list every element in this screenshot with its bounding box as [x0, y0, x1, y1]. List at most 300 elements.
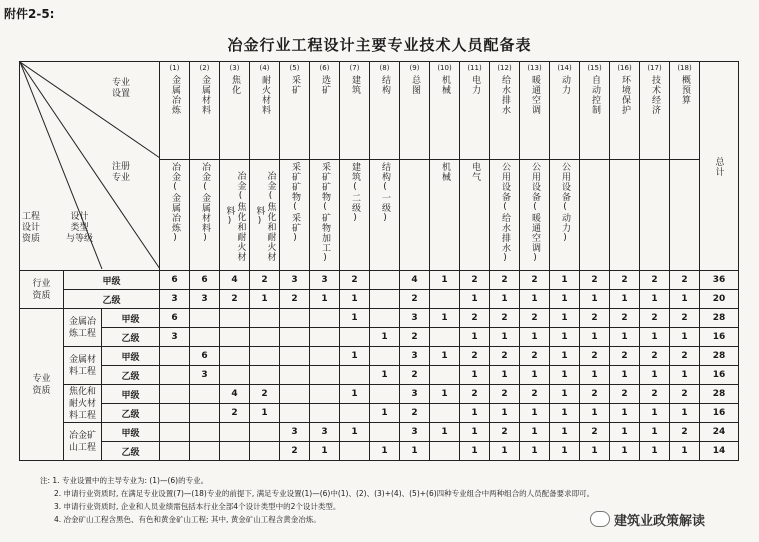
- speciality-header: [490, 62, 520, 160]
- corner-qualification-label: 工程 设计 资质: [22, 212, 41, 244]
- value-cell: [310, 366, 340, 385]
- value-cell: 2: [460, 347, 490, 366]
- value-cell: [340, 404, 370, 423]
- value-cell: 2: [400, 328, 430, 347]
- value-cell: [160, 404, 190, 423]
- note-line: 注: 1. 专业设置中的主导专业为: (1)—(6)的专业。: [40, 476, 209, 485]
- corner-design-type-label: 设计 类型 与等级: [66, 212, 94, 244]
- value-cell: 1: [640, 423, 670, 442]
- value-cell: 3: [280, 423, 310, 442]
- value-cell: 3: [280, 271, 310, 290]
- value-cell: 1: [490, 328, 520, 347]
- value-cell: [220, 309, 250, 328]
- value-cell: 1: [460, 442, 490, 461]
- watermark: [590, 510, 705, 529]
- value-cell: 2: [670, 423, 700, 442]
- value-cell: [280, 328, 310, 347]
- value-cell: [250, 347, 280, 366]
- value-cell: [280, 309, 310, 328]
- value-cell: 1: [310, 290, 340, 309]
- registered-name: 结构(一级): [380, 162, 391, 224]
- value-cell: [190, 309, 220, 328]
- total-cell: 28: [700, 309, 739, 328]
- speciality-number: (18): [677, 64, 692, 72]
- value-cell: [430, 328, 460, 347]
- speciality-header: [520, 62, 550, 160]
- value-cell: 1: [670, 328, 700, 347]
- speciality-number: (9): [409, 64, 420, 72]
- value-cell: 1: [640, 366, 670, 385]
- value-cell: 2: [520, 309, 550, 328]
- value-cell: [280, 404, 310, 423]
- value-cell: 1: [520, 366, 550, 385]
- data-row: [20, 385, 739, 404]
- grade-label: 乙级: [102, 328, 160, 347]
- value-cell: 3: [310, 423, 340, 442]
- value-cell: 3: [400, 309, 430, 328]
- value-cell: 3: [400, 385, 430, 404]
- data-row: [20, 423, 739, 442]
- value-cell: 1: [490, 290, 520, 309]
- speciality-name: 选矿: [320, 75, 331, 95]
- grade-label: 乙级: [102, 366, 160, 385]
- value-cell: 1: [310, 442, 340, 461]
- value-cell: 6: [160, 309, 190, 328]
- speciality-name: 耐火材料: [260, 75, 271, 115]
- value-cell: 1: [370, 366, 400, 385]
- note-line: 4. 冶金矿山工程含黑色、有色和黄金矿山工程; 其中, 黄金矿山工程含黄金冶炼。: [54, 515, 321, 524]
- registered-header: [400, 160, 430, 271]
- registered-header: [340, 160, 370, 271]
- value-cell: [370, 423, 400, 442]
- value-cell: 1: [640, 328, 670, 347]
- speciality-number: (1): [169, 64, 180, 72]
- value-cell: [370, 271, 400, 290]
- value-cell: 1: [430, 347, 460, 366]
- total-cell: 28: [700, 385, 739, 404]
- total-cell: 16: [700, 404, 739, 423]
- value-cell: 1: [640, 404, 670, 423]
- value-cell: [310, 328, 340, 347]
- value-cell: 1: [640, 290, 670, 309]
- speciality-header: [400, 62, 430, 160]
- value-cell: 2: [640, 347, 670, 366]
- note-line: 2. 申请行业资质时, 在满足专业设置(7)—(18)专业的前提下, 满足专业设置(1)—(6)中(1)、(2)、(3)+(4)、(5)+(6)四种专业组合中两种组合的人员配备要求即可。: [54, 489, 595, 498]
- value-cell: 2: [580, 423, 610, 442]
- value-cell: [430, 366, 460, 385]
- speciality-number: (7): [349, 64, 360, 72]
- value-cell: [370, 347, 400, 366]
- speciality-number: (13): [527, 64, 542, 72]
- value-cell: 1: [340, 309, 370, 328]
- speciality-header: [310, 62, 340, 160]
- registered-header: [550, 160, 580, 271]
- value-cell: 1: [670, 442, 700, 461]
- speciality-name: 技术经济: [650, 75, 661, 115]
- speciality-name: 机械: [440, 75, 451, 95]
- total-cell: 24: [700, 423, 739, 442]
- value-cell: [250, 309, 280, 328]
- corner-speciality-label: 专业 设置: [112, 78, 131, 99]
- note-line: 3. 申请行业资质时, 企业和人员业绩需包括本行业全部4个设计类型中的2个设计类型。: [54, 502, 341, 511]
- value-cell: 2: [610, 385, 640, 404]
- value-cell: 2: [640, 271, 670, 290]
- value-cell: 3: [190, 366, 220, 385]
- speciality-header: [280, 62, 310, 160]
- registered-name: 冶金(焦化和耐火材料): [254, 170, 276, 262]
- value-cell: 1: [550, 347, 580, 366]
- speciality-name: 结构: [380, 75, 391, 95]
- value-cell: [250, 328, 280, 347]
- value-cell: [220, 347, 250, 366]
- value-cell: 1: [670, 290, 700, 309]
- grade-label: 甲级: [102, 385, 160, 404]
- value-cell: 2: [400, 404, 430, 423]
- value-cell: [160, 423, 190, 442]
- data-row: [20, 404, 739, 423]
- value-cell: 2: [220, 290, 250, 309]
- value-cell: [280, 366, 310, 385]
- speciality-name: 总图: [410, 75, 421, 95]
- value-cell: 1: [610, 442, 640, 461]
- registered-name: 电气: [470, 162, 481, 182]
- speciality-name: 暖通空调: [530, 75, 541, 115]
- value-cell: 2: [670, 309, 700, 328]
- registered-name: 冶金(金属材料): [200, 162, 211, 244]
- value-cell: 1: [670, 366, 700, 385]
- value-cell: [340, 366, 370, 385]
- group-label: 焦化和 耐火材 料工程: [64, 385, 102, 423]
- registered-name: 冶金(焦化和耐火材料): [224, 170, 246, 262]
- value-cell: [160, 442, 190, 461]
- value-cell: 1: [550, 290, 580, 309]
- speciality-header: [220, 62, 250, 160]
- speciality-number: (6): [319, 64, 330, 72]
- data-row: [20, 271, 739, 290]
- data-row: [20, 442, 739, 461]
- value-cell: [370, 309, 400, 328]
- section-label: 行业 资质: [20, 271, 64, 309]
- registered-name: 采矿矿物(矿物加工): [320, 162, 331, 264]
- value-cell: 1: [250, 404, 280, 423]
- value-cell: [280, 347, 310, 366]
- value-cell: 3: [190, 290, 220, 309]
- value-cell: 2: [610, 309, 640, 328]
- value-cell: [250, 366, 280, 385]
- speciality-number: (12): [497, 64, 512, 72]
- grade-label: 甲级: [64, 271, 160, 290]
- registered-name: 冶金(金属冶炼): [170, 162, 181, 244]
- speciality-number: (5): [289, 64, 300, 72]
- speciality-number: (10): [437, 64, 452, 72]
- speciality-name: 动力: [560, 75, 571, 95]
- value-cell: 1: [340, 347, 370, 366]
- value-cell: 4: [220, 271, 250, 290]
- speciality-header: [340, 62, 370, 160]
- group-label: 金属材 料工程: [64, 347, 102, 385]
- value-cell: 3: [160, 290, 190, 309]
- value-cell: 2: [490, 309, 520, 328]
- grade-label: 甲级: [102, 423, 160, 442]
- registered-header: [670, 160, 700, 271]
- speciality-header: [460, 62, 490, 160]
- value-cell: 2: [400, 290, 430, 309]
- value-cell: 1: [610, 404, 640, 423]
- speciality-number: (4): [259, 64, 270, 72]
- value-cell: [310, 385, 340, 404]
- corner-registered-label: 注册 专业: [112, 162, 131, 183]
- value-cell: 1: [550, 328, 580, 347]
- watermark-text: 建筑业政策解读: [614, 514, 706, 529]
- value-cell: 2: [520, 271, 550, 290]
- value-cell: [340, 442, 370, 461]
- value-cell: 1: [370, 442, 400, 461]
- value-cell: 1: [400, 442, 430, 461]
- value-cell: 6: [190, 347, 220, 366]
- total-cell: 28: [700, 347, 739, 366]
- value-cell: 1: [490, 366, 520, 385]
- value-cell: 1: [490, 404, 520, 423]
- value-cell: 2: [340, 271, 370, 290]
- value-cell: 1: [550, 423, 580, 442]
- value-cell: [280, 385, 310, 404]
- grade-label: 乙级: [102, 404, 160, 423]
- registered-header: [610, 160, 640, 271]
- value-cell: 1: [460, 404, 490, 423]
- value-cell: 1: [460, 423, 490, 442]
- speciality-header: [580, 62, 610, 160]
- registered-name: 建筑(二级): [350, 162, 361, 224]
- group-label: 冶金矿 山工程: [64, 423, 102, 461]
- value-cell: 2: [400, 366, 430, 385]
- speciality-number: (2): [199, 64, 210, 72]
- group-label: 金属冶 炼工程: [64, 309, 102, 347]
- value-cell: [190, 385, 220, 404]
- value-cell: 1: [520, 423, 550, 442]
- value-cell: 1: [340, 385, 370, 404]
- value-cell: 1: [430, 423, 460, 442]
- total-cell: 36: [700, 271, 739, 290]
- speciality-name: 焦化: [230, 75, 241, 95]
- registered-header: [190, 160, 220, 271]
- value-cell: 4: [400, 271, 430, 290]
- value-cell: 1: [370, 404, 400, 423]
- value-cell: 2: [520, 385, 550, 404]
- value-cell: 2: [460, 271, 490, 290]
- value-cell: 2: [610, 347, 640, 366]
- total-label: 总计: [713, 157, 724, 177]
- value-cell: [220, 423, 250, 442]
- registered-name: 公用设备(暖通空调): [530, 162, 541, 264]
- value-cell: 1: [370, 328, 400, 347]
- value-cell: [190, 328, 220, 347]
- speciality-header: [670, 62, 700, 160]
- value-cell: 1: [550, 366, 580, 385]
- grade-label: 乙级: [64, 290, 160, 309]
- data-row: [20, 366, 739, 385]
- data-row: [20, 347, 739, 366]
- registered-header: [250, 160, 280, 271]
- value-cell: 1: [550, 442, 580, 461]
- registered-header: [280, 160, 310, 271]
- value-cell: 2: [580, 271, 610, 290]
- registered-header: [160, 160, 190, 271]
- value-cell: 2: [640, 385, 670, 404]
- total-cell: 16: [700, 366, 739, 385]
- speciality-number: (15): [587, 64, 602, 72]
- value-cell: [370, 290, 400, 309]
- value-cell: 2: [280, 442, 310, 461]
- value-cell: 1: [430, 271, 460, 290]
- registered-header: [490, 160, 520, 271]
- registered-header: [310, 160, 340, 271]
- value-cell: 2: [490, 423, 520, 442]
- table-title: 冶金行业工程设计主要专业技术人员配备表: [227, 36, 532, 54]
- speciality-name: 环境保护: [620, 75, 631, 115]
- registered-header: [370, 160, 400, 271]
- value-cell: 2: [460, 309, 490, 328]
- value-cell: 1: [550, 309, 580, 328]
- value-cell: 2: [280, 290, 310, 309]
- speciality-header: [550, 62, 580, 160]
- value-cell: [310, 347, 340, 366]
- value-cell: 1: [520, 328, 550, 347]
- value-cell: 1: [250, 290, 280, 309]
- value-cell: 4: [220, 385, 250, 404]
- speciality-name: 给水排水: [500, 75, 511, 115]
- value-cell: [160, 347, 190, 366]
- value-cell: 1: [550, 404, 580, 423]
- value-cell: 1: [460, 366, 490, 385]
- value-cell: 3: [310, 271, 340, 290]
- value-cell: 2: [670, 385, 700, 404]
- value-cell: 1: [550, 271, 580, 290]
- header-corner: [20, 62, 160, 271]
- speciality-header: [640, 62, 670, 160]
- value-cell: [190, 404, 220, 423]
- total-cell: 20: [700, 290, 739, 309]
- value-cell: 2: [520, 347, 550, 366]
- registered-header: [520, 160, 550, 271]
- value-cell: 1: [580, 442, 610, 461]
- speciality-header: [160, 62, 190, 160]
- speciality-name: 概预算: [680, 75, 691, 105]
- value-cell: [430, 290, 460, 309]
- data-row: [20, 328, 739, 347]
- value-cell: 3: [160, 328, 190, 347]
- value-cell: [430, 404, 460, 423]
- value-cell: [250, 423, 280, 442]
- value-cell: 1: [610, 328, 640, 347]
- value-cell: [190, 423, 220, 442]
- registered-header: [430, 160, 460, 271]
- value-cell: 1: [580, 290, 610, 309]
- appendix-label: 附件2-5:: [4, 7, 55, 21]
- registered-header: [220, 160, 250, 271]
- speciality-number: (8): [379, 64, 390, 72]
- value-cell: [310, 309, 340, 328]
- value-cell: [160, 385, 190, 404]
- value-cell: [220, 366, 250, 385]
- value-cell: 1: [520, 442, 550, 461]
- speciality-number: (11): [467, 64, 482, 72]
- value-cell: 1: [610, 423, 640, 442]
- registered-name: 机械: [440, 162, 451, 182]
- speciality-name: 自动控制: [590, 75, 601, 115]
- speciality-header: [190, 62, 220, 160]
- registered-name: 公用设备(动力): [560, 162, 571, 244]
- speciality-number: (17): [647, 64, 662, 72]
- speciality-number: (14): [557, 64, 572, 72]
- value-cell: 2: [580, 347, 610, 366]
- value-cell: 2: [250, 385, 280, 404]
- total-header: [700, 62, 739, 271]
- speciality-name: 建筑: [350, 75, 361, 95]
- value-cell: 2: [580, 385, 610, 404]
- value-cell: 1: [670, 404, 700, 423]
- grade-label: 甲级: [102, 309, 160, 328]
- value-cell: [220, 442, 250, 461]
- value-cell: 1: [550, 385, 580, 404]
- registered-name: 公用设备(给水排水): [500, 162, 511, 264]
- grade-label: 甲级: [102, 347, 160, 366]
- value-cell: [370, 385, 400, 404]
- registered-header: [580, 160, 610, 271]
- value-cell: 1: [610, 290, 640, 309]
- speciality-name: 金属材料: [200, 75, 211, 115]
- value-cell: 1: [340, 423, 370, 442]
- value-cell: 1: [340, 290, 370, 309]
- section-label: 专业 资质: [20, 309, 64, 461]
- speciality-number: (3): [229, 64, 240, 72]
- value-cell: 1: [430, 385, 460, 404]
- value-cell: 1: [490, 442, 520, 461]
- wechat-icon: [590, 511, 610, 527]
- value-cell: 1: [520, 404, 550, 423]
- speciality-name: 电力: [470, 75, 481, 95]
- value-cell: 2: [490, 271, 520, 290]
- value-cell: 2: [250, 271, 280, 290]
- value-cell: 2: [580, 309, 610, 328]
- value-cell: 1: [610, 366, 640, 385]
- value-cell: [250, 442, 280, 461]
- speciality-header: [430, 62, 460, 160]
- value-cell: 1: [640, 442, 670, 461]
- value-cell: 2: [670, 347, 700, 366]
- value-cell: 2: [460, 385, 490, 404]
- data-row: [20, 309, 739, 328]
- value-cell: [190, 442, 220, 461]
- value-cell: 2: [670, 271, 700, 290]
- value-cell: 2: [220, 404, 250, 423]
- speciality-header: [610, 62, 640, 160]
- value-cell: 2: [490, 385, 520, 404]
- value-cell: 6: [160, 271, 190, 290]
- value-cell: [220, 328, 250, 347]
- value-cell: 1: [580, 404, 610, 423]
- value-cell: 2: [610, 271, 640, 290]
- value-cell: [340, 328, 370, 347]
- value-cell: [160, 366, 190, 385]
- value-cell: 6: [190, 271, 220, 290]
- value-cell: [430, 442, 460, 461]
- value-cell: 1: [460, 290, 490, 309]
- total-cell: 16: [700, 328, 739, 347]
- speciality-header: [370, 62, 400, 160]
- speciality-number: (16): [617, 64, 632, 72]
- value-cell: 3: [400, 347, 430, 366]
- staffing-table: [19, 61, 739, 461]
